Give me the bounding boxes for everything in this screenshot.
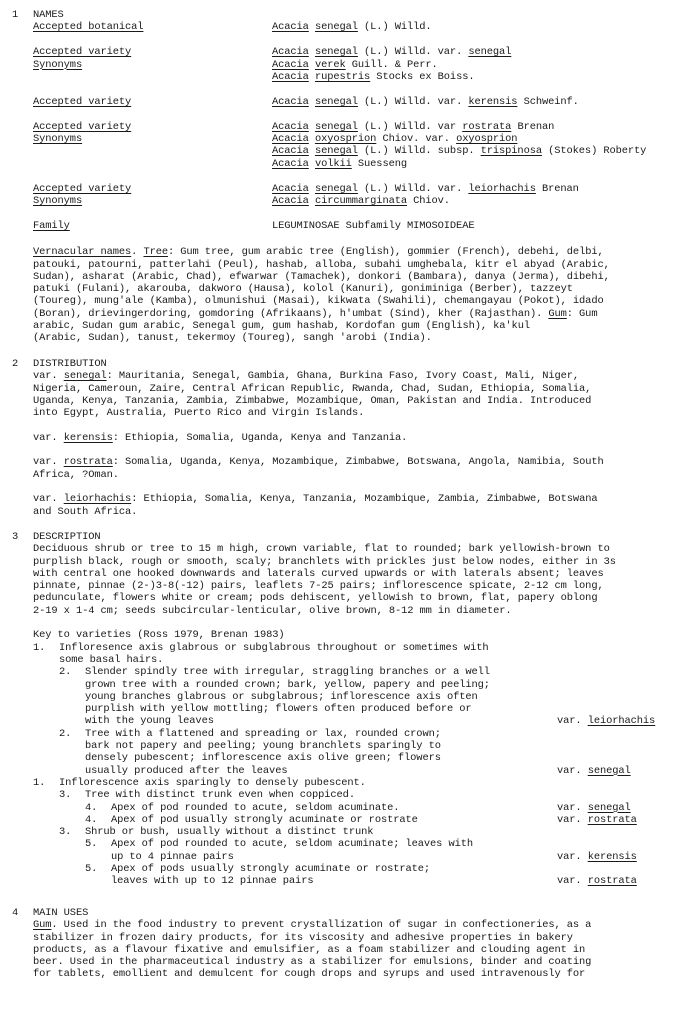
name-label-text: Accepted botanical: [33, 21, 144, 34]
key-number: 4.: [85, 813, 98, 826]
section-title: MAIN USES: [33, 907, 89, 919]
text-segment: with central one hooked downwards and laterals curved upwards or with laterals absent; leaves: [33, 567, 604, 580]
key-line: [33, 789, 697, 801]
text-line: [33, 295, 697, 307]
variety-name: rostrata: [587, 813, 637, 826]
section-distribution: [0, 358, 697, 518]
text-segment: (L.) Willd. var.: [357, 46, 469, 59]
text-segment: (L.) Willd.: [357, 21, 432, 34]
text-segment: Suesseng: [351, 157, 407, 170]
name-row: [33, 195, 697, 207]
text-segment: Sudan), asharat (Arabic, Chad), efwarwar (Tamachek), donkori (Bambara), danya (Jerma), dibehi,: [33, 270, 610, 283]
key-line: [33, 654, 697, 666]
name-label: [33, 195, 272, 207]
key-text: Shrub or bush, usually without a distinct trunk: [85, 826, 374, 839]
section-names: [0, 9, 697, 345]
names-table: [0, 21, 697, 232]
key-text: Tree with a flattened and spreading or lax, rounded crown;: [85, 727, 441, 740]
text-segment: Africa, ?Oman.: [33, 468, 119, 481]
key-title: Key to varieties (Ross 1979, Brenan 1983): [33, 629, 285, 642]
underlined-term: senegal: [314, 182, 358, 195]
text-line: [33, 944, 697, 956]
underlined-term: rupestris: [314, 70, 371, 83]
name-value: [272, 145, 697, 157]
underlined-term: senegal: [314, 21, 358, 34]
underlined-term: Vernacular names: [33, 246, 132, 259]
name-label-text: Accepted variety: [33, 46, 132, 59]
key-line: [33, 765, 697, 777]
section-number: 2: [12, 358, 19, 370]
text-segment: Guill. & Perr.: [345, 58, 438, 71]
text-line: [33, 456, 697, 468]
text-line: [33, 543, 697, 555]
key-line: [33, 642, 697, 654]
key-line: [33, 838, 697, 850]
underlined-term: leiorhachis: [63, 493, 132, 506]
vernacular-names: [0, 246, 697, 344]
text-line: [33, 383, 697, 395]
key-text: purplish with yellow mottling; flowers often produced before or: [85, 703, 472, 716]
name-label-text: Accepted variety: [33, 182, 132, 195]
key-text: leaves with up to 12 pinnae pairs: [111, 875, 314, 888]
text-line: [33, 956, 697, 968]
text-segment: var.: [33, 493, 64, 506]
text-line: [33, 556, 697, 568]
text-segment: pinnate, pinnae (2-)3-8(-12) pairs, leaflets 7-25 pairs; inflorescence spicate, 2-12 cm long,: [33, 580, 604, 593]
name-label: [33, 220, 272, 232]
text-segment: (L.) Willd. subsp.: [357, 145, 481, 158]
section-title: NAMES: [33, 9, 64, 21]
text-line: [33, 246, 697, 258]
name-row: [33, 59, 697, 71]
name-block: [33, 183, 697, 208]
key-line: [33, 728, 697, 740]
var-prefix: var.: [557, 764, 588, 777]
underlined-term: oxyosprion: [314, 133, 377, 146]
name-value: [272, 59, 697, 71]
underlined-term: Acacia: [272, 195, 309, 208]
text-segment: LEGUMINOSAE Subfamily MIMOSOIDEAE: [272, 220, 475, 232]
text-segment: . Used in the food industry to prevent crystallization of sugar in confectioneries, as a: [51, 919, 592, 932]
key-number: 1.: [33, 641, 46, 654]
key-text: densely pubescent; inflorescence axis olive green; flowers: [85, 752, 441, 765]
key-text: Slender spindly tree with irregular, straggling branches or a well: [85, 666, 490, 679]
underlined-term: Acacia: [272, 145, 309, 158]
name-block: [33, 46, 697, 83]
text-line: [33, 580, 697, 592]
text-line: [33, 320, 697, 332]
name-label: [33, 133, 272, 145]
distribution-text: [0, 370, 697, 518]
key-number: 3.: [59, 789, 72, 802]
name-block: [33, 121, 697, 170]
underlined-term: senegal: [314, 95, 358, 108]
text-line: [33, 469, 697, 481]
underlined-term: Tree: [143, 246, 168, 259]
name-row: [33, 21, 697, 33]
underlined-term: Acacia: [272, 120, 309, 133]
text-line: [33, 493, 697, 505]
text-line: [33, 568, 697, 580]
name-value: [272, 71, 697, 83]
text-segment: Brenan: [535, 182, 579, 195]
text-segment: Chiov. var.: [376, 133, 457, 146]
key-text: with the young leaves: [85, 715, 214, 728]
text-segment: Nigeria, Cameroun, Zaire, Central African Republic, Rwanda, Chad, Sudan, Ethiopia, Somalia,: [33, 382, 592, 395]
text-segment: : Gum tree, gum arabic tree (English), gommier (French), debehi, delbi,: [168, 246, 604, 259]
name-row: [33, 183, 697, 195]
name-label: [33, 158, 272, 170]
text-segment: patuki (Fulani), akarouba, dakworo (Hausa), kolol (Kanuri), goniminiga (Berber), tazzeyt: [33, 283, 573, 296]
name-value: [272, 121, 697, 133]
key-number: 3.: [59, 826, 72, 839]
underlined-term: verek: [314, 58, 346, 71]
text-segment: Chiov.: [406, 195, 450, 208]
main-uses-text: [0, 919, 697, 980]
name-row: [33, 220, 697, 232]
distribution-paragraph: [33, 370, 697, 419]
name-block: [33, 220, 697, 232]
text-segment: patouki, patourni, patterlahi (Peul), hashab, alloba, subahi umghebala, kitr el abyad (Arabic,: [33, 258, 610, 271]
underlined-term: Acacia: [272, 182, 309, 195]
underlined-term: circummarginata: [314, 195, 407, 208]
text-segment: (L.) Willd. var.: [357, 95, 469, 108]
text-line: [33, 968, 697, 980]
description-text: [0, 543, 697, 617]
underlined-term: trispinosa: [480, 145, 542, 158]
key-text: Apex of pod usually strongly acuminate or rostrate: [111, 813, 418, 826]
text-line: [33, 592, 697, 604]
underlined-term: kerensis: [63, 431, 113, 444]
key-variety: [557, 765, 631, 777]
key-text: Infloresence axis glabrous or subglabrous throughout or sometimes with: [59, 641, 489, 654]
variety-name: kerensis: [587, 850, 637, 863]
text-segment: : Ethiopia, Somalia, Kenya, Tanzania, Mozambique, Zambia, Zimbabwe, Botswana: [131, 493, 598, 506]
underlined-term: Acacia: [272, 157, 309, 170]
underlined-term: volkii: [314, 157, 352, 170]
name-value: [272, 220, 697, 232]
name-value: [272, 96, 697, 108]
var-prefix: var.: [557, 801, 588, 814]
variety-name: senegal: [587, 764, 631, 777]
section-title: DISTRIBUTION: [33, 358, 107, 370]
key-text: Apex of pods usually strongly acuminate or rostrate;: [111, 863, 431, 876]
key-line: [33, 814, 697, 826]
key-number: 4.: [85, 801, 98, 814]
text-segment: and South Africa.: [33, 505, 138, 518]
name-label-text: Synonyms: [33, 133, 83, 146]
key-number: 2.: [59, 666, 72, 679]
text-line: [33, 308, 697, 320]
key-number: [59, 703, 85, 715]
key-to-varieties: [0, 642, 697, 888]
text-segment: .: [131, 246, 144, 259]
text-segment: var.: [33, 456, 64, 469]
underlined-term: senegal: [468, 46, 512, 59]
key-text: usually produced after the leaves: [85, 764, 288, 777]
underlined-term: Acacia: [272, 58, 309, 71]
key-text: some basal hairs.: [59, 653, 164, 666]
name-row: [33, 158, 697, 170]
key-line: [33, 777, 697, 789]
name-block: [33, 96, 697, 108]
name-label: [33, 183, 272, 195]
text-line: [33, 259, 697, 271]
key-line: [33, 875, 697, 887]
text-line: [33, 605, 697, 617]
name-row: [33, 133, 697, 145]
text-line: [33, 283, 697, 295]
key-number: 5.: [85, 838, 98, 851]
name-label-text: Family: [33, 220, 70, 232]
key-variety: [557, 802, 631, 814]
var-prefix: var.: [557, 715, 588, 728]
text-segment: : Somalia, Uganda, Kenya, Mozambique, Zimbabwe, Botswana, Angola, Namibia, South: [112, 456, 604, 469]
underlined-term: rostrata: [63, 456, 113, 469]
key-number: [85, 875, 111, 887]
section-number: 3: [12, 531, 19, 543]
distribution-paragraph: [33, 456, 697, 481]
key-line: [33, 703, 697, 715]
key-number: [85, 851, 111, 863]
key-text: young branches glabrous or subglabrous; inflorescence axis often: [85, 690, 478, 703]
name-block: [33, 21, 697, 33]
key-number: 2.: [59, 727, 72, 740]
text-segment: var.: [33, 370, 64, 383]
key-variety: [557, 715, 655, 727]
distribution-paragraph: [33, 432, 697, 444]
text-segment: Uganda, Kenya, Tanzania, Zambia, Zimbabwe, Mozambique, Oman, Pakistan and India. Introduced: [33, 394, 592, 407]
underlined-term: senegal: [314, 145, 358, 158]
text-segment: into Egypt, Australia, Puerto Rico and Virgin Islands.: [33, 407, 365, 420]
text-segment: : Mauritania, Senegal, Gambia, Ghana, Burkina Faso, Ivory Coast, Mali, Niger,: [106, 370, 580, 383]
key-line: [33, 752, 697, 764]
underlined-term: leiorhachis: [468, 182, 536, 195]
text-line: [33, 919, 697, 931]
text-line: [33, 332, 697, 344]
text-line: [33, 271, 697, 283]
name-label-text: Accepted variety: [33, 95, 132, 108]
name-label: [33, 46, 272, 58]
variety-name: leiorhachis: [587, 715, 656, 728]
key-text: up to 4 pinnae pairs: [111, 850, 234, 863]
key-number: [59, 740, 85, 752]
key-number: 5.: [85, 863, 98, 876]
text-segment: purplish black, rough or smooth, scaly; branchlets with prickles just below nodes, either in 3s: [33, 555, 616, 568]
name-value: [272, 183, 697, 195]
name-label: [33, 121, 272, 133]
key-number: 1.: [33, 776, 46, 789]
var-prefix: var.: [557, 850, 588, 863]
name-label: [33, 145, 272, 157]
variety-name: rostrata: [587, 875, 637, 888]
name-label: [33, 21, 272, 33]
text-line: [33, 370, 697, 382]
text-segment: : Gum: [566, 307, 598, 320]
key-line: [33, 691, 697, 703]
name-row: [33, 46, 697, 58]
section-number: 4: [12, 907, 19, 919]
variety-name: senegal: [587, 801, 631, 814]
text-segment: beer. Used in the pharmaceutical industry as a stabilizer for emulsions, binder and coating: [33, 956, 592, 969]
key-line: [33, 740, 697, 752]
section-heading: [0, 358, 697, 370]
section-heading: [0, 907, 697, 919]
text-line: [33, 407, 697, 419]
name-label-text: Accepted variety: [33, 120, 132, 133]
text-segment: products, as a flavour fixative and emulsifier, as a foam stabilizer and clouding agent in: [33, 943, 586, 956]
section-title: DESCRIPTION: [33, 531, 101, 543]
key-number: [33, 654, 59, 666]
key-line: [33, 851, 697, 863]
underlined-term: senegal: [314, 46, 358, 59]
key-text: Inflorescence axis sparingly to densely pubescent.: [59, 776, 366, 789]
name-label: [33, 71, 272, 83]
text-segment: for tablets, emollient and demulcent for cough drops and syrups and used intravenously for: [33, 968, 586, 981]
key-line: [33, 679, 697, 691]
text-segment: : Ethiopia, Somalia, Uganda, Kenya and Tanzania.: [112, 431, 408, 444]
key-text: grown tree with a rounded crown; bark, yellow, papery and peeling;: [85, 678, 490, 691]
section-main-uses: [0, 907, 697, 981]
var-prefix: var.: [557, 813, 588, 826]
key-line: [33, 666, 697, 678]
text-line: [33, 506, 697, 518]
section-heading: [0, 531, 697, 543]
distribution-paragraph: [33, 493, 697, 518]
text-segment: arabic, Sudan gum arabic, Senegal gum, gum hashab, Kordofan gum (English), ka'kul: [33, 320, 530, 333]
name-label-text: Synonyms: [33, 195, 83, 208]
underlined-term: Acacia: [272, 46, 309, 59]
key-variety: [557, 814, 637, 826]
text-segment: (L.) Willd. var: [357, 120, 463, 133]
name-row: [33, 71, 697, 83]
text-segment: Schweinf.: [517, 95, 579, 108]
text-segment: Brenan: [511, 120, 555, 133]
name-value: [272, 133, 697, 145]
text-segment: (Stokes) Roberty: [541, 145, 647, 158]
text-segment: (Arabic, Sudan), tanust, tekermoy (Toureg), sangh 'arobi (India).: [33, 332, 432, 345]
name-row: [33, 96, 697, 108]
text-segment: (L.) Willd. var.: [357, 182, 469, 195]
name-label: [33, 59, 272, 71]
key-text: Tree with distinct trunk even when coppiced.: [85, 789, 355, 802]
underlined-term: Gum: [548, 307, 567, 320]
section-number: 1: [12, 9, 19, 21]
underlined-term: Acacia: [272, 133, 309, 146]
key-text: Apex of pod rounded to acute, seldom acuminate; leaves with: [111, 838, 473, 851]
underlined-term: Gum: [33, 919, 52, 932]
text-segment: Deciduous shrub or tree to 15 m high, crown variable, flat to rounded; bark yellowish-brown to: [33, 543, 610, 556]
key-number: [59, 752, 85, 764]
underlined-term: oxyosprion: [456, 133, 518, 146]
text-line: [33, 432, 697, 444]
section-description: [0, 531, 697, 888]
text-segment: stabilizer in frozen dairy products, for its viscosity and adhesive properties in bakery: [33, 931, 573, 944]
text-segment: (Toureg), mung'ale (Kamba), olmunishui (Masai), kikwata (Swahili), chemangayau (Pokot), idado: [33, 295, 604, 308]
text-segment: pedunculate, flowers white or cream; pods dehiscent, yellowish to brown, flat, papery oblong: [33, 592, 598, 605]
section-heading: [0, 9, 697, 21]
key-variety: [557, 851, 637, 863]
name-value: [272, 21, 697, 33]
name-row: [33, 121, 697, 133]
name-row: [33, 145, 697, 157]
key-line: [33, 826, 697, 838]
text-line: [33, 932, 697, 944]
var-prefix: var.: [557, 875, 588, 888]
underlined-term: Acacia: [272, 21, 309, 34]
name-value: [272, 158, 697, 170]
key-number: [59, 765, 85, 777]
text-segment: Stocks ex Boiss.: [370, 70, 475, 83]
underlined-term: Acacia: [272, 70, 309, 83]
name-label: [33, 96, 272, 108]
key-number: [59, 691, 85, 703]
text-line: [33, 395, 697, 407]
key-number: [59, 679, 85, 691]
key-line: [33, 802, 697, 814]
name-value: [272, 195, 697, 207]
text-segment: (Boran), drievingerdoring, gomdoring (Afrikaans), h'umbat (Sind), kher (Rajasthan).: [33, 307, 549, 320]
name-label-text: Synonyms: [33, 58, 83, 71]
underlined-term: kerensis: [468, 95, 518, 108]
key-line: [33, 863, 697, 875]
name-value: [272, 46, 697, 58]
underlined-term: senegal: [63, 370, 107, 383]
key-text: Apex of pod rounded to acute, seldom acuminate.: [111, 801, 400, 814]
key-number: [59, 715, 85, 727]
text-segment: 2-19 x 1-4 cm; seeds subcircular-lenticular, olive brown, 8-12 mm in diameter.: [33, 604, 512, 617]
underlined-term: rostrata: [462, 120, 512, 133]
text-segment: var.: [33, 431, 64, 444]
key-text: bark not papery and peeling; young branchlets sparingly to: [85, 740, 441, 753]
key-variety: [557, 875, 637, 887]
underlined-term: senegal: [314, 120, 358, 133]
key-line: [33, 715, 697, 727]
underlined-term: Acacia: [272, 95, 309, 108]
